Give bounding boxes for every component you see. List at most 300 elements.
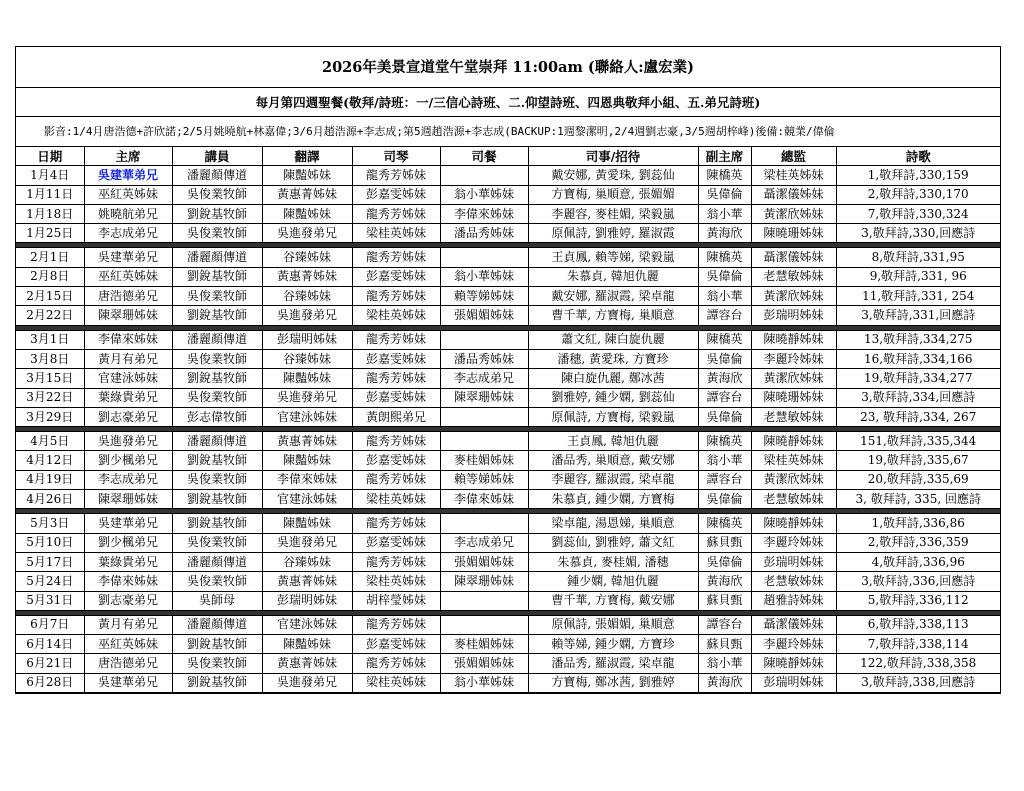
cell-chair: 劉少楓弟兄: [84, 451, 172, 470]
cell-pianist: 梁桂英姊妹: [352, 572, 440, 591]
cell-date: 1月25日: [16, 224, 84, 243]
cell-director: 陳曉靜姊妹: [751, 514, 836, 533]
cell-speaker: 劉銳基牧師: [172, 306, 262, 325]
cell-speaker: 潘麗顏傳道: [172, 166, 262, 185]
header-row: [16, 147, 1000, 166]
cell-date: 4月26日: [16, 490, 84, 509]
cell-hymns: 5,敬拜詩,336,112: [836, 591, 1000, 610]
cell-director: 陳曉珊姊妹: [751, 224, 836, 243]
cell-pianist: 胡梓瑩姊妹: [352, 591, 440, 610]
table-row: [16, 287, 1000, 306]
page-title: 2026年美景宣道堂午堂崇拜 11:00am (聯絡人:盧宏業): [16, 47, 1000, 88]
table-row: [16, 552, 1000, 571]
cell-speaker: 吳俊業牧師: [172, 287, 262, 306]
table-row: [16, 224, 1000, 243]
cell-communion: [440, 615, 528, 634]
cell-director: 彭瑞明姊妹: [751, 673, 836, 692]
cell-ushers: 原佩詩, 劉雅婷, 羅淑霞: [528, 224, 698, 243]
cell-date: 2月8日: [16, 267, 84, 286]
table-row: [16, 591, 1000, 610]
cell-speaker: 劉銳基牧師: [172, 490, 262, 509]
table-row: [16, 490, 1000, 509]
cell-pianist: 梁桂英姊妹: [352, 490, 440, 509]
cell-hymns: 151,敬拜詩,335,344: [836, 432, 1000, 451]
cell-director: 聶潔儀姊妹: [751, 615, 836, 634]
cell-hymns: 2,敬拜詩,336,359: [836, 533, 1000, 552]
cell-hymns: 1,敬拜詩,330,159: [836, 166, 1000, 185]
cell-translator: 陳豔姊妹: [262, 635, 352, 654]
cell-communion: 李志成弟兄: [440, 369, 528, 388]
cell-chair: 葉綠貴弟兄: [84, 388, 172, 407]
cell-chair: 李偉來姊妹: [84, 330, 172, 349]
av-team-note: 影音:1/4月唐浩德+許欣諾;2/5月姚曉航+林嘉偉;3/6月趙浩源+李志成;第5週趙浩源+李志成(BACKUP:1週黎潔明,2/4週劉志豪,3/5週胡梓峰)後備:競業/偉倫: [44, 125, 835, 138]
cell-vice-chair: 吳偉倫: [698, 490, 751, 509]
table-row: [16, 330, 1000, 349]
roster-body: [16, 166, 1000, 693]
cell-translator: 李偉來姊妹: [262, 470, 352, 489]
cell-date: 5月24日: [16, 572, 84, 591]
cell-hymns: 23, 敬拜詩,334, 267: [836, 407, 1000, 426]
cell-vice-chair: 蘇貝甄: [698, 533, 751, 552]
cell-speaker: 彭志偉牧師: [172, 407, 262, 426]
cell-date: 5月10日: [16, 533, 84, 552]
cell-pianist: 彭嘉雯姊妹: [352, 185, 440, 204]
roster-sheet: [15, 46, 1001, 694]
cell-translator: 陳豔姊妹: [262, 204, 352, 223]
page-subtitle: 每月第四週聖餐(敬拜/詩班：一/三信心詩班、二.仰望詩班、四恩典敬拜小組、五.弟兄詩班): [16, 88, 1000, 117]
cell-communion: 翁小華姊妹: [440, 267, 528, 286]
cell-pianist: 龍秀芳姊妹: [352, 470, 440, 489]
cell-vice-chair: 吳偉倫: [698, 349, 751, 368]
cell-pianist: 黃朗熙弟兄: [352, 407, 440, 426]
cell-ushers: 陳白旋仇麗, 鄭冰茜: [528, 369, 698, 388]
cell-director: 陳曉珊姊妹: [751, 388, 836, 407]
cell-chair: 陳翠珊姊妹: [84, 490, 172, 509]
table-row: [16, 369, 1000, 388]
cell-chair: 巫紅英姊妹: [84, 635, 172, 654]
cell-vice-chair: 譚容台: [698, 388, 751, 407]
cell-chair: 吳建華弟兄: [84, 166, 172, 185]
cell-translator: 黃惠菁姊妹: [262, 432, 352, 451]
cell-hymns: 19,敬拜詩,335,67: [836, 451, 1000, 470]
cell-vice-chair: 蘇貝甄: [698, 591, 751, 610]
cell-communion: 張媚媚姊妹: [440, 552, 528, 571]
cell-date: 6月28日: [16, 673, 84, 692]
cell-communion: 賴等娣姊妹: [440, 287, 528, 306]
cell-speaker: 吳俊業牧師: [172, 470, 262, 489]
cell-date: 1月11日: [16, 185, 84, 204]
table-row: [16, 185, 1000, 204]
cell-chair: 唐浩德弟兄: [84, 654, 172, 673]
cell-hymns: 3,敬拜詩,336,回應詩: [836, 572, 1000, 591]
cell-vice-chair: 吳偉倫: [698, 185, 751, 204]
cell-pianist: 龍秀芳姊妹: [352, 615, 440, 634]
cell-pianist: 龍秀芳姊妹: [352, 248, 440, 267]
cell-date: 3月15日: [16, 369, 84, 388]
col-header-pianist: 司琴: [352, 147, 440, 166]
cell-ushers: 戴安娜, 黃愛珠, 劉蕊仙: [528, 166, 698, 185]
cell-ushers: 朱慕貞, 韓旭仇麗: [528, 267, 698, 286]
cell-translator: 谷臻姊妹: [262, 248, 352, 267]
table-row: [16, 166, 1000, 185]
cell-date: 4月19日: [16, 470, 84, 489]
cell-vice-chair: 陳橋英: [698, 166, 751, 185]
cell-date: 1月4日: [16, 166, 84, 185]
cell-date: 3月1日: [16, 330, 84, 349]
cell-communion: 翁小華姊妹: [440, 185, 528, 204]
cell-speaker: 吳俊業牧師: [172, 224, 262, 243]
cell-vice-chair: 陳橋英: [698, 330, 751, 349]
cell-speaker: 劉銳基牧師: [172, 369, 262, 388]
cell-pianist: 龍秀芳姊妹: [352, 654, 440, 673]
cell-pianist: 彭嘉雯姊妹: [352, 635, 440, 654]
cell-communion: 翁小華姊妹: [440, 673, 528, 692]
cell-director: 陳曉靜姊妹: [751, 654, 836, 673]
cell-communion: 陳翠珊姊妹: [440, 572, 528, 591]
cell-speaker: 吳俊業牧師: [172, 185, 262, 204]
table-row: [16, 470, 1000, 489]
cell-vice-chair: 翁小華: [698, 451, 751, 470]
cell-director: 梁桂英姊妹: [751, 166, 836, 185]
cell-translator: 吳進發弟兄: [262, 533, 352, 552]
cell-pianist: 龍秀芳姊妹: [352, 432, 440, 451]
cell-vice-chair: 吳偉倫: [698, 407, 751, 426]
cell-hymns: 7,敬拜詩,330,324: [836, 204, 1000, 223]
cell-chair: 黃月有弟兄: [84, 349, 172, 368]
cell-vice-chair: 吳偉倫: [698, 267, 751, 286]
cell-hymns: 4,敬拜詩,336,96: [836, 552, 1000, 571]
cell-hymns: 3,敬拜詩,331,回應詩: [836, 306, 1000, 325]
cell-vice-chair: 翁小華: [698, 287, 751, 306]
cell-translator: 彭瑞明姊妹: [262, 591, 352, 610]
cell-speaker: 劉銳基牧師: [172, 204, 262, 223]
cell-director: 梁桂英姊妹: [751, 451, 836, 470]
table-row: [16, 349, 1000, 368]
cell-ushers: 李麗容, 麥桂媚, 梁毅嵐: [528, 204, 698, 223]
cell-vice-chair: 黃海欣: [698, 572, 751, 591]
cell-chair: 吳建華弟兄: [84, 514, 172, 533]
cell-ushers: 曹千華, 方寶梅, 巢順意: [528, 306, 698, 325]
cell-vice-chair: 黃海欣: [698, 224, 751, 243]
cell-speaker: 潘麗顏傳道: [172, 330, 262, 349]
cell-translator: 陳豔姊妹: [262, 451, 352, 470]
cell-vice-chair: 黃海欣: [698, 673, 751, 692]
cell-director: 聶潔儀姊妹: [751, 185, 836, 204]
cell-hymns: 1,敬拜詩,336,86: [836, 514, 1000, 533]
cell-director: 老慧敏姊妹: [751, 267, 836, 286]
table-row: [16, 248, 1000, 267]
cell-speaker: 劉銳基牧師: [172, 267, 262, 286]
cell-hymns: 3,敬拜詩,338,回應詩: [836, 673, 1000, 692]
cell-date: 5月17日: [16, 552, 84, 571]
cell-pianist: 龍秀芳姊妹: [352, 369, 440, 388]
cell-translator: 谷臻姊妹: [262, 349, 352, 368]
cell-vice-chair: 譚容台: [698, 470, 751, 489]
table-row: [16, 635, 1000, 654]
table-row: [16, 388, 1000, 407]
cell-pianist: 龍秀芳姊妹: [352, 552, 440, 571]
table-row: [16, 514, 1000, 533]
table-row: [16, 615, 1000, 634]
cell-pianist: 梁桂英姊妹: [352, 306, 440, 325]
table-row: [16, 654, 1000, 673]
cell-ushers: 方寶梅, 巢順意, 張媚媚: [528, 185, 698, 204]
cell-communion: 張媚媚姊妹: [440, 654, 528, 673]
cell-speaker: 潘麗顏傳道: [172, 248, 262, 267]
cell-chair: 劉少楓弟兄: [84, 533, 172, 552]
col-header-communion: 司餐: [440, 147, 528, 166]
cell-chair: 吳建華弟兄: [84, 673, 172, 692]
cell-vice-chair: 翁小華: [698, 654, 751, 673]
cell-chair: 吳建華弟兄: [84, 248, 172, 267]
cell-pianist: 彭嘉雯姊妹: [352, 451, 440, 470]
table-row: [16, 673, 1000, 692]
cell-speaker: 吳俊業牧師: [172, 572, 262, 591]
table-row: [16, 451, 1000, 470]
cell-pianist: 彭嘉雯姊妹: [352, 533, 440, 552]
cell-chair: 陳翠珊姊妹: [84, 306, 172, 325]
cell-date: 2月22日: [16, 306, 84, 325]
cell-communion: [440, 248, 528, 267]
cell-hymns: 13,敬拜詩,334,275: [836, 330, 1000, 349]
cell-translator: 陳豔姊妹: [262, 166, 352, 185]
cell-chair: 官建泳姊妹: [84, 369, 172, 388]
col-header-translator: 翻譯: [262, 147, 352, 166]
table-row: [16, 432, 1000, 451]
col-header-ushers: 司事/招待: [528, 147, 698, 166]
cell-hymns: 8,敬拜詩,331,95: [836, 248, 1000, 267]
cell-director: 彭瑞明姊妹: [751, 306, 836, 325]
cell-date: 5月3日: [16, 514, 84, 533]
cell-hymns: 2,敬拜詩,330,170: [836, 185, 1000, 204]
cell-translator: 吳進發弟兄: [262, 306, 352, 325]
cell-communion: 潘品秀姊妹: [440, 349, 528, 368]
cell-chair: 李志成弟兄: [84, 224, 172, 243]
cell-date: 2月15日: [16, 287, 84, 306]
cell-ushers: 潘品秀, 巢順意, 戴安娜: [528, 451, 698, 470]
cell-ushers: 原佩詩, 方寶梅, 梁毅嵐: [528, 407, 698, 426]
cell-ushers: 朱慕貞, 麥桂媚, 潘穗: [528, 552, 698, 571]
table-row: [16, 267, 1000, 286]
cell-communion: 潘品秀姊妹: [440, 224, 528, 243]
cell-hymns: 122,敬拜詩,338,358: [836, 654, 1000, 673]
cell-director: 彭瑞明姊妹: [751, 552, 836, 571]
cell-hymns: 20,敬拜詩,335,69: [836, 470, 1000, 489]
cell-translator: 官建泳姊妹: [262, 615, 352, 634]
cell-hymns: 3,敬拜詩,330,回應詩: [836, 224, 1000, 243]
table-row: [16, 407, 1000, 426]
cell-hymns: 16,敬拜詩,334,166: [836, 349, 1000, 368]
cell-pianist: 龍秀芳姊妹: [352, 204, 440, 223]
cell-communion: 李偉來姊妹: [440, 204, 528, 223]
cell-pianist: 龍秀芳姊妹: [352, 330, 440, 349]
cell-date: 4月12日: [16, 451, 84, 470]
cell-vice-chair: 陳橋英: [698, 248, 751, 267]
cell-pianist: 龍秀芳姊妹: [352, 166, 440, 185]
cell-speaker: 吳師母: [172, 591, 262, 610]
cell-date: 3月22日: [16, 388, 84, 407]
cell-communion: 李偉來姊妹: [440, 490, 528, 509]
cell-translator: 彭瑞明姊妹: [262, 330, 352, 349]
table-row: [16, 533, 1000, 552]
cell-communion: 麥桂媚姊妹: [440, 635, 528, 654]
cell-ushers: 原佩詩, 張媚媚, 巢順意: [528, 615, 698, 634]
cell-ushers: 鍾少嫻, 韓旭仇麗: [528, 572, 698, 591]
cell-speaker: 吳俊業牧師: [172, 388, 262, 407]
cell-translator: 陳豔姊妹: [262, 514, 352, 533]
roster-table: [16, 146, 1000, 693]
cell-vice-chair: 黃海欣: [698, 369, 751, 388]
col-header-speaker: 講員: [172, 147, 262, 166]
cell-communion: [440, 407, 528, 426]
cell-hymns: 3, 敬拜詩, 335, 回應詩: [836, 490, 1000, 509]
table-row: [16, 572, 1000, 591]
cell-director: 聶潔儀姊妹: [751, 248, 836, 267]
cell-translator: 谷臻姊妹: [262, 552, 352, 571]
cell-date: 3月29日: [16, 407, 84, 426]
col-header-hymns: 詩歌: [836, 147, 1000, 166]
cell-vice-chair: 陳橋英: [698, 514, 751, 533]
cell-communion: 陳翠珊姊妹: [440, 388, 528, 407]
cell-translator: 黃惠菁姊妹: [262, 267, 352, 286]
cell-speaker: 劉銳基牧師: [172, 673, 262, 692]
cell-director: 李麗玲姊妹: [751, 349, 836, 368]
cell-pianist: 彭嘉雯姊妹: [352, 267, 440, 286]
cell-translator: 黃惠菁姊妹: [262, 654, 352, 673]
cell-director: 陳曉靜姊妹: [751, 330, 836, 349]
cell-translator: 官建泳姊妹: [262, 490, 352, 509]
cell-ushers: 蕭文紅, 陳白旋仇麗: [528, 330, 698, 349]
cell-communion: [440, 514, 528, 533]
table-row: [16, 204, 1000, 223]
col-header-director: 總監: [751, 147, 836, 166]
cell-date: 6月14日: [16, 635, 84, 654]
cell-ushers: 戴安娜, 羅淑霞, 梁卓龍: [528, 287, 698, 306]
cell-pianist: 梁桂英姊妹: [352, 224, 440, 243]
col-header-chair: 主席: [84, 147, 172, 166]
cell-chair: 巫紅英姊妹: [84, 185, 172, 204]
cell-date: 6月7日: [16, 615, 84, 634]
cell-communion: [440, 330, 528, 349]
cell-director: 老慧敏姊妹: [751, 490, 836, 509]
cell-chair: 巫紅英姊妹: [84, 267, 172, 286]
cell-ushers: 王貞鳳, 韓旭仇麗: [528, 432, 698, 451]
cell-pianist: 龍秀芳姊妹: [352, 514, 440, 533]
cell-pianist: 龍秀芳姊妹: [352, 287, 440, 306]
cell-speaker: 吳俊業牧師: [172, 349, 262, 368]
cell-date: 1月18日: [16, 204, 84, 223]
cell-chair: 李志成弟兄: [84, 470, 172, 489]
cell-vice-chair: 翁小華: [698, 204, 751, 223]
cell-ushers: 李麗容, 羅淑霞, 梁卓龍: [528, 470, 698, 489]
cell-speaker: 吳俊業牧師: [172, 533, 262, 552]
cell-director: 黃潔欣姊妹: [751, 470, 836, 489]
cell-speaker: 吳俊業牧師: [172, 654, 262, 673]
cell-hymns: 19,敬拜詩,334,277: [836, 369, 1000, 388]
cell-vice-chair: 蘇貝甄: [698, 635, 751, 654]
cell-vice-chair: 吳偉倫: [698, 552, 751, 571]
cell-speaker: 劉銳基牧師: [172, 635, 262, 654]
cell-chair: 唐浩德弟兄: [84, 287, 172, 306]
cell-translator: 黃惠菁姊妹: [262, 185, 352, 204]
cell-translator: 官建泳姊妹: [262, 407, 352, 426]
cell-ushers: 劉蕊仙, 劉雅婷, 蕭文紅: [528, 533, 698, 552]
cell-hymns: 9,敬拜詩,331, 96: [836, 267, 1000, 286]
col-header-vice-chair: 副主席: [698, 147, 751, 166]
cell-director: 李麗玲姊妹: [751, 635, 836, 654]
col-header-date: 日期: [16, 147, 84, 166]
cell-speaker: 劉銳基牧師: [172, 451, 262, 470]
cell-communion: [440, 591, 528, 610]
cell-ushers: 劉雅婷, 鍾少嫻, 劉蕊仙: [528, 388, 698, 407]
cell-date: 2月1日: [16, 248, 84, 267]
cell-chair: 葉綠貴弟兄: [84, 552, 172, 571]
cell-translator: 吳進發弟兄: [262, 388, 352, 407]
cell-communion: [440, 166, 528, 185]
cell-hymns: 11,敬拜詩,331, 254: [836, 287, 1000, 306]
cell-communion: 張媚媚姊妹: [440, 306, 528, 325]
cell-director: 陳曉靜姊妹: [751, 432, 836, 451]
cell-ushers: 潘品秀, 羅淑霞, 梁卓龍: [528, 654, 698, 673]
cell-director: 老慧敏姊妹: [751, 407, 836, 426]
cell-director: 李麗玲姊妹: [751, 533, 836, 552]
cell-vice-chair: 譚容台: [698, 615, 751, 634]
cell-pianist: 彭嘉雯姊妹: [352, 349, 440, 368]
cell-speaker: 潘麗顏傳道: [172, 432, 262, 451]
cell-chair: 劉志豪弟兄: [84, 591, 172, 610]
table-row: [16, 306, 1000, 325]
cell-ushers: 曹千華, 方寶梅, 戴安娜: [528, 591, 698, 610]
cell-chair: 吳進發弟兄: [84, 432, 172, 451]
cell-chair: 黃月有弟兄: [84, 615, 172, 634]
cell-director: 趙雅詩姊妹: [751, 591, 836, 610]
cell-communion: [440, 432, 528, 451]
cell-chair: 姚曉航弟兄: [84, 204, 172, 223]
cell-ushers: 潘穗, 黃愛珠, 方寶珍: [528, 349, 698, 368]
cell-ushers: 賴等娣, 鍾少嫻, 方寶珍: [528, 635, 698, 654]
cell-ushers: 梁卓龍, 湯恩娣, 巢順意: [528, 514, 698, 533]
cell-chair: 李偉來姊妹: [84, 572, 172, 591]
cell-chair: 劉志豪弟兄: [84, 407, 172, 426]
cell-pianist: 梁桂英姊妹: [352, 673, 440, 692]
cell-date: 4月5日: [16, 432, 84, 451]
cell-hymns: 7,敬拜詩,338,114: [836, 635, 1000, 654]
cell-translator: 吳進發弟兄: [262, 224, 352, 243]
cell-pianist: 彭嘉雯姊妹: [352, 388, 440, 407]
cell-communion: 李志成弟兄: [440, 533, 528, 552]
cell-vice-chair: 陳橋英: [698, 432, 751, 451]
cell-director: 黃潔欣姊妹: [751, 369, 836, 388]
cell-ushers: 王貞鳳, 賴等娣, 梁毅嵐: [528, 248, 698, 267]
cell-ushers: 朱慕貞, 鍾少嫻, 方寶梅: [528, 490, 698, 509]
cell-director: 老慧敏姊妹: [751, 572, 836, 591]
cell-translator: 黃惠菁姊妹: [262, 572, 352, 591]
cell-communion: 麥桂媚姊妹: [440, 451, 528, 470]
cell-director: 黃潔欣姊妹: [751, 287, 836, 306]
cell-translator: 陳豔姊妹: [262, 369, 352, 388]
cell-translator: 吳進發弟兄: [262, 673, 352, 692]
cell-date: 5月31日: [16, 591, 84, 610]
cell-communion: 賴等娣姊妹: [440, 470, 528, 489]
cell-speaker: 潘麗顏傳道: [172, 615, 262, 634]
cell-speaker: 潘麗顏傳道: [172, 552, 262, 571]
cell-date: 3月8日: [16, 349, 84, 368]
cell-vice-chair: 譚容台: [698, 306, 751, 325]
cell-director: 黃潔欣姊妹: [751, 204, 836, 223]
cell-speaker: 劉銳基牧師: [172, 514, 262, 533]
cell-hymns: 6,敬拜詩,338,113: [836, 615, 1000, 634]
cell-date: 6月21日: [16, 654, 84, 673]
